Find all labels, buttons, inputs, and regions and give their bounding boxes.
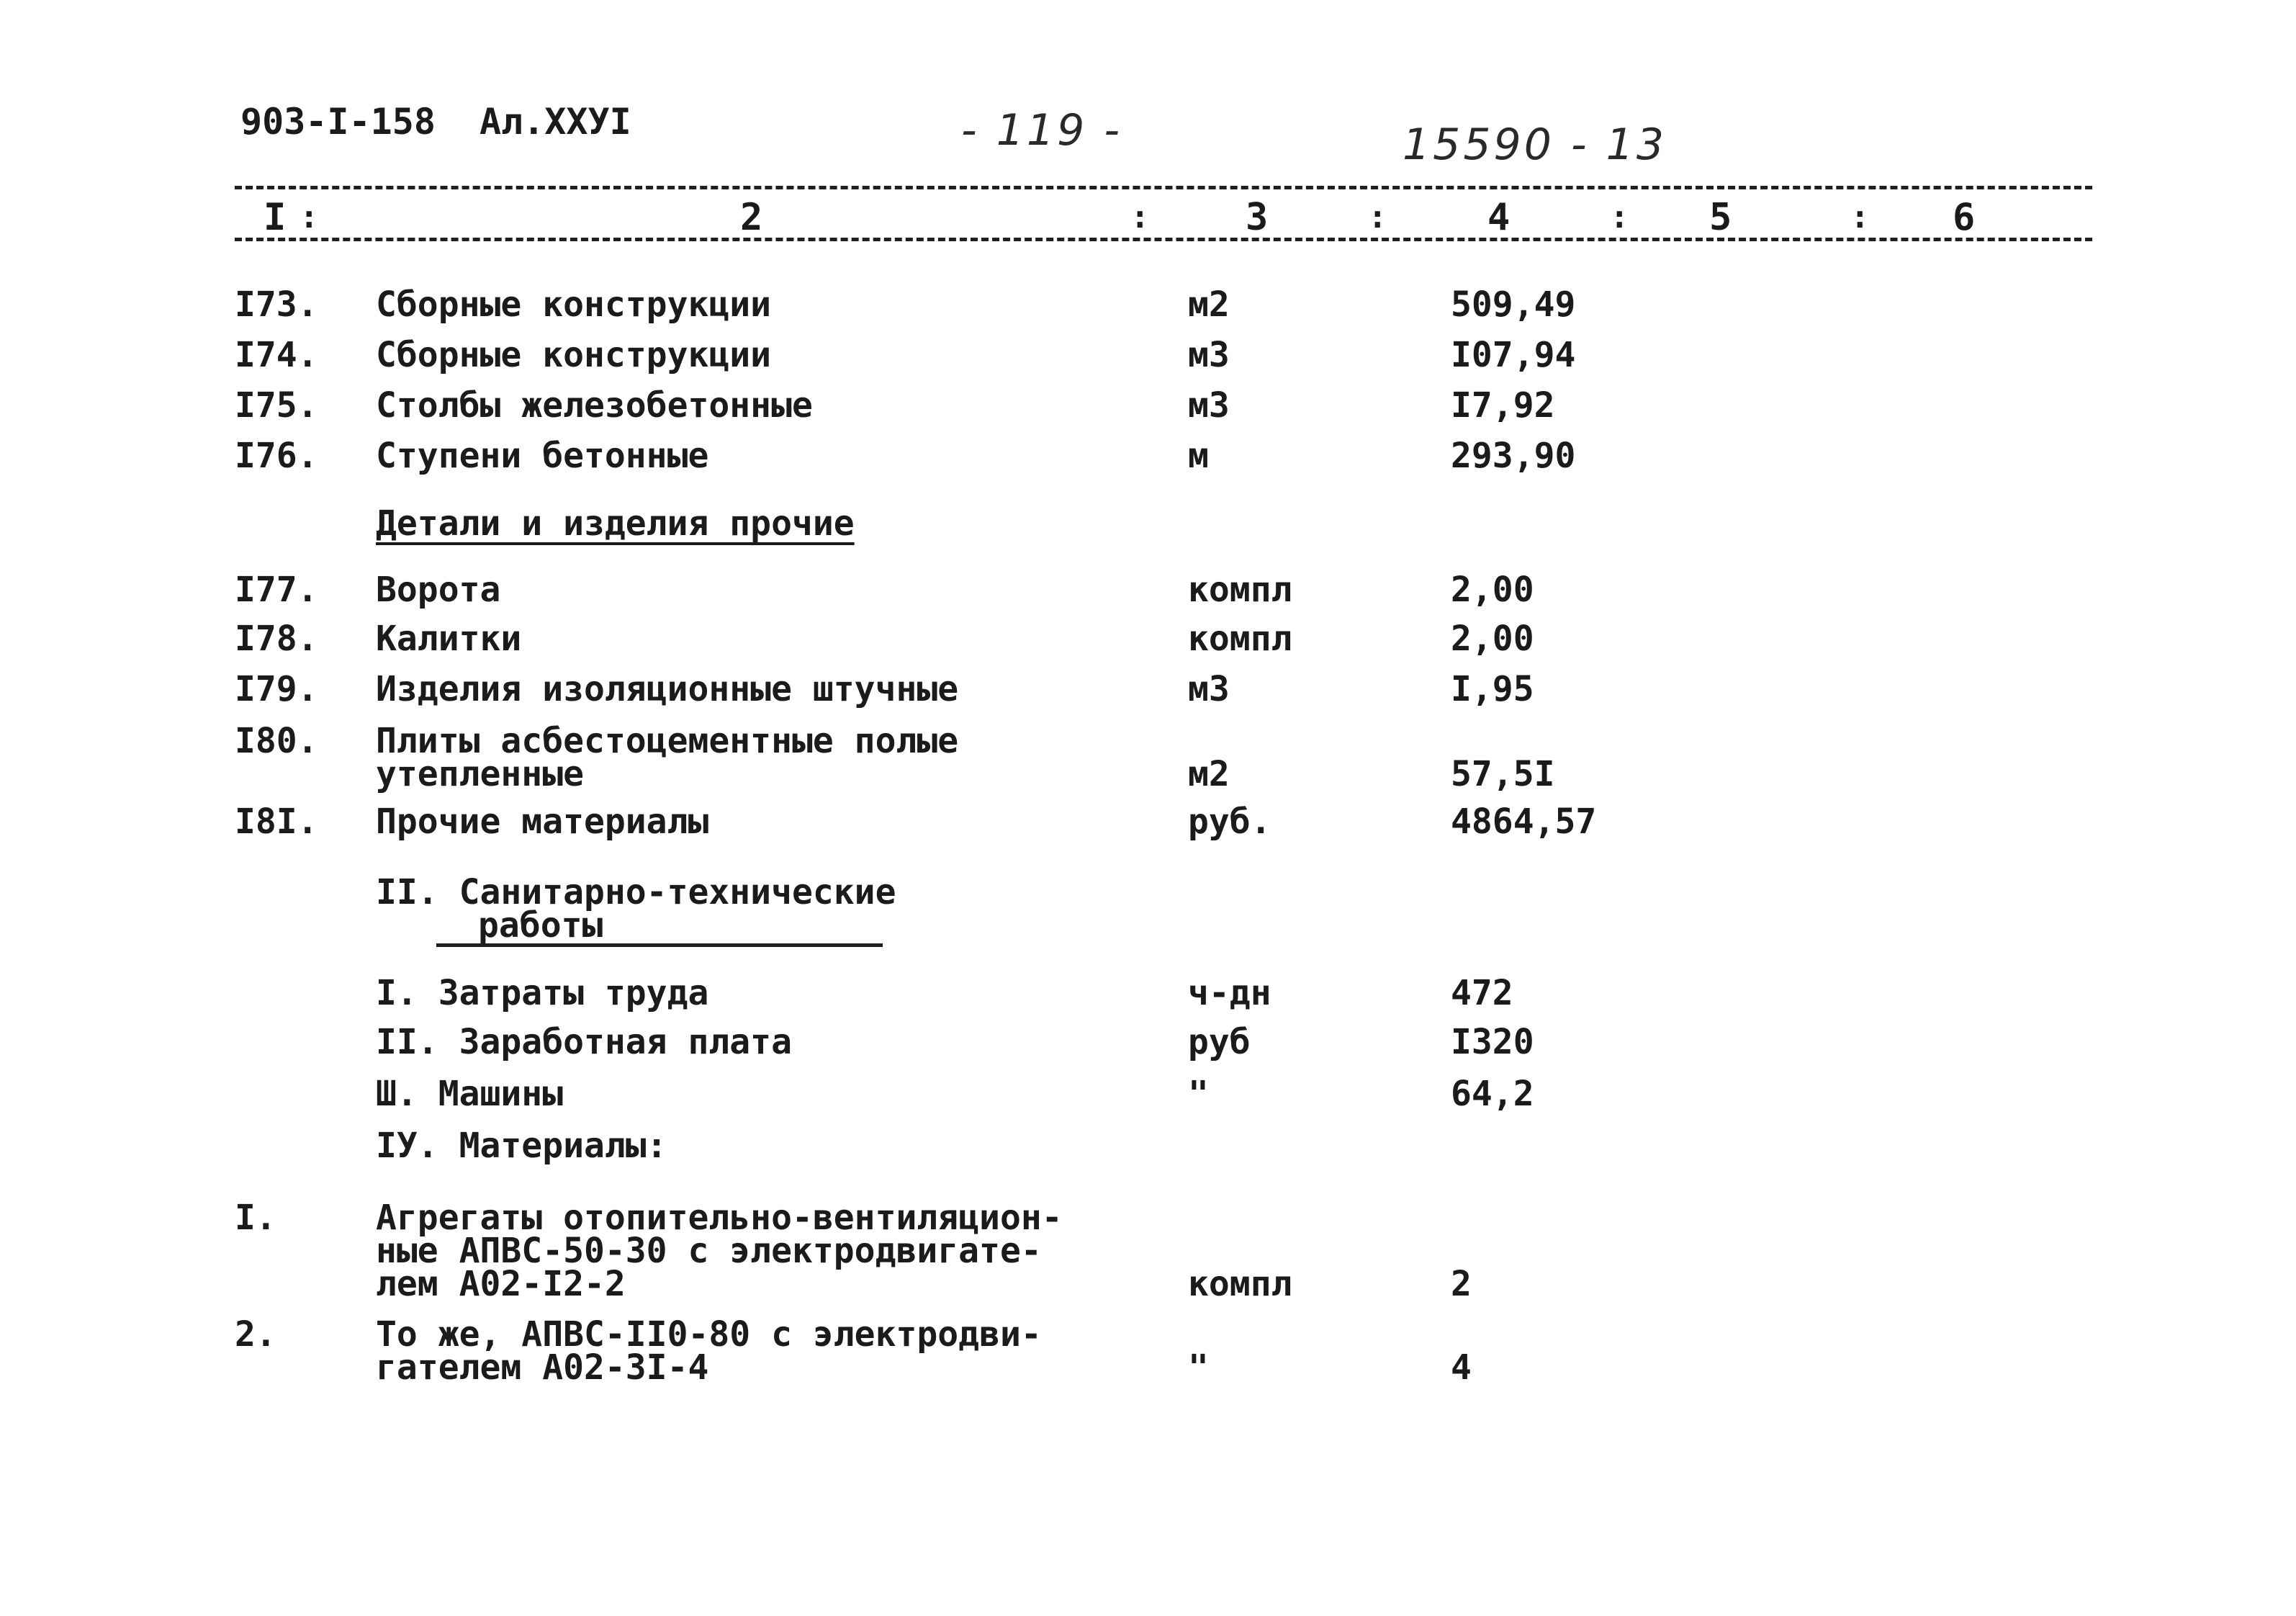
summary-quantity: 64,2: [1451, 1074, 1534, 1114]
material-name-line1: То же, АПВС-II0-80 с электродви-: [376, 1314, 1042, 1355]
section-heading-sanitary-line2: работы: [478, 905, 603, 946]
row-name: Изделия изоляционные штучные: [376, 669, 959, 709]
section-heading-sanitary-line1: II. Санитарно-технические: [376, 872, 896, 912]
summary-name: Ш. Машины: [376, 1074, 564, 1114]
material-name-line1: Агрегаты отопительно-вентиляцион-: [376, 1198, 1063, 1238]
column-number-2: 2: [740, 196, 763, 239]
material-number: I.: [235, 1198, 276, 1238]
material-quantity: 2: [1451, 1264, 1472, 1304]
row-number: I79.: [235, 669, 318, 709]
row-name: Калитки: [376, 619, 522, 659]
summary-unit: ": [1188, 1074, 1209, 1114]
row-quantity: 509,49: [1451, 284, 1576, 325]
summary-unit: руб: [1188, 1022, 1251, 1062]
material-number: 2.: [235, 1314, 276, 1355]
album-number: Ал.XXУI: [480, 101, 631, 143]
summary-name: I. Затраты труда: [376, 973, 709, 1013]
summary-unit: ч-дн: [1188, 973, 1271, 1013]
column-number-5: 5: [1709, 196, 1732, 239]
row-name-line1: Плиты асбестоцементные полые: [376, 721, 959, 761]
row-number: I75.: [235, 385, 318, 426]
summary-name: IУ. Материалы:: [376, 1126, 667, 1166]
column-separator: :: [1610, 199, 1629, 235]
row-name-line2: утепленные: [376, 754, 584, 794]
row-name: Ворота: [376, 570, 501, 610]
row-quantity: 57,5I: [1451, 754, 1555, 794]
material-name-line3: лем А02-I2-2: [376, 1264, 626, 1304]
material-unit: ": [1188, 1347, 1209, 1388]
column-separator: :: [1368, 199, 1387, 235]
row-quantity: 2,00: [1451, 619, 1534, 659]
document-code: 903-I-158: [240, 101, 436, 143]
row-quantity: 4864,57: [1451, 802, 1597, 842]
material-name-line2: гателем А02-3I-4: [376, 1347, 709, 1388]
row-number: I80.: [235, 721, 318, 761]
column-separator: :: [300, 199, 319, 235]
row-name: Прочие материалы: [376, 802, 709, 842]
row-unit: м: [1188, 436, 1209, 476]
row-quantity: I07,94: [1451, 335, 1576, 375]
header-top-rule: [235, 186, 2092, 189]
column-separator: :: [1130, 199, 1150, 235]
material-unit: компл: [1188, 1264, 1292, 1304]
material-quantity: 4: [1451, 1347, 1472, 1388]
row-quantity: I7,92: [1451, 385, 1555, 426]
summary-quantity: 472: [1451, 973, 1513, 1013]
row-number: I76.: [235, 436, 318, 476]
row-unit: м3: [1188, 385, 1230, 426]
row-quantity: 2,00: [1451, 570, 1534, 610]
row-unit: руб.: [1188, 802, 1271, 842]
column-number-3: 3: [1246, 196, 1269, 239]
header-bottom-rule: [235, 238, 2092, 241]
row-name: Сборные конструкции: [376, 284, 772, 325]
row-name: Сборные конструкции: [376, 335, 772, 375]
row-name: Столбы железобетонные: [376, 385, 813, 426]
row-unit: м3: [1188, 669, 1230, 709]
column-number-4: 4: [1487, 196, 1511, 239]
summary-quantity: I320: [1451, 1022, 1534, 1062]
row-number: I78.: [235, 619, 318, 659]
row-unit: м3: [1188, 335, 1230, 375]
page-number: - 119 -: [961, 105, 1122, 156]
material-name-line2: ные АПВС-50-30 с электродвигате-: [376, 1231, 1042, 1271]
row-unit: компл: [1188, 570, 1292, 610]
row-number: I74.: [235, 335, 318, 375]
archive-number: 15590 - 13: [1403, 120, 1667, 170]
column-separator: :: [1850, 199, 1870, 235]
section-heading-underline: [436, 943, 883, 947]
row-unit: м2: [1188, 754, 1230, 794]
row-quantity: I,95: [1451, 669, 1534, 709]
row-unit: м2: [1188, 284, 1230, 325]
row-name: Ступени бетонные: [376, 436, 709, 476]
row-number: I73.: [235, 284, 318, 325]
row-number: I77.: [235, 570, 318, 610]
row-number: I8I.: [235, 802, 318, 842]
summary-name: II. Заработная плата: [376, 1022, 792, 1062]
row-unit: компл: [1188, 619, 1292, 659]
column-number-6: 6: [1953, 196, 1976, 239]
column-number-1: I: [264, 196, 287, 239]
section-heading-details: Детали и изделия прочие: [376, 503, 855, 544]
row-quantity: 293,90: [1451, 436, 1576, 476]
